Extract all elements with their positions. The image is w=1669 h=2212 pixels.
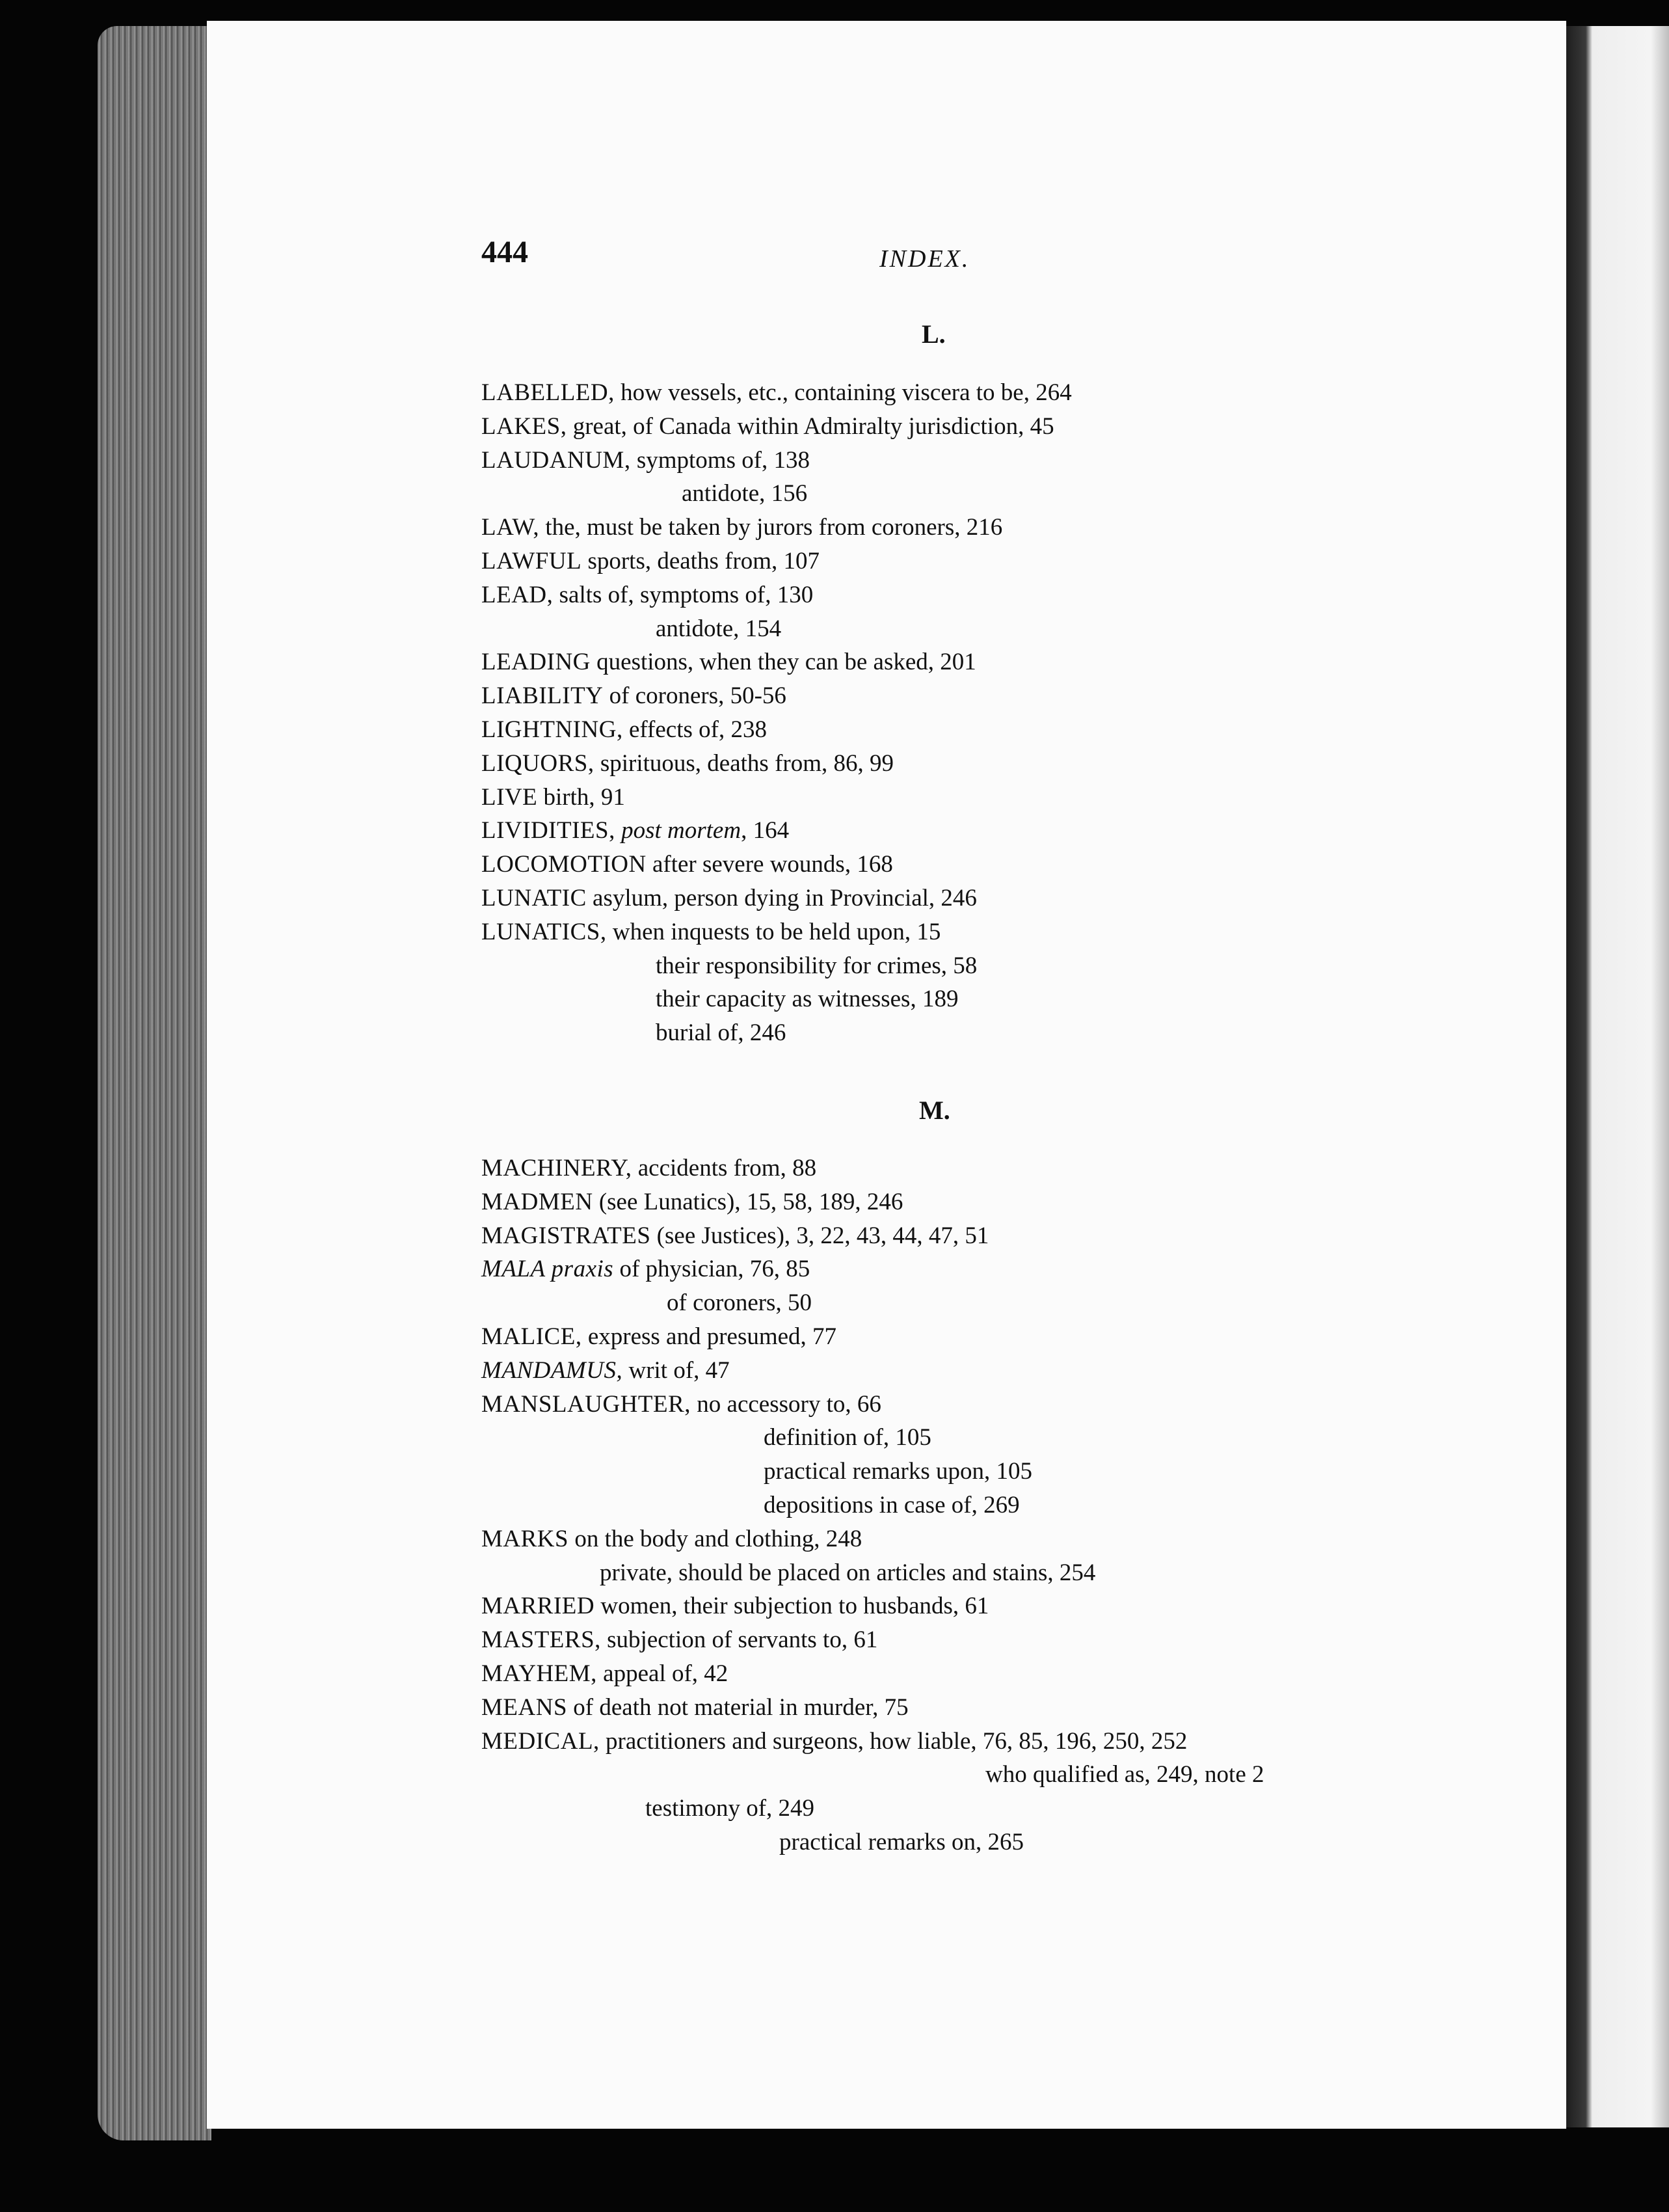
facing-page-edge [1566,26,1669,2127]
index-entry: LIABILITY of coroners, 50-56 [481,682,786,710]
index-entry: MAYHEM, appeal of, 42 [481,1660,728,1687]
index-entry: LIVIDITIES, post mortem, 164 [481,817,790,844]
index-subentry: private, should be placed on articles and stains, 254 [600,1559,1096,1586]
index-entry: MEANS of death not material in murder, 75 [481,1693,909,1721]
index-entry: LIGHTNING, effects of, 238 [481,716,767,743]
index-entry: LOCOMOTION after severe wounds, 168 [481,851,893,878]
index-subentry: their responsibility for crimes, 58 [656,952,978,979]
index-entry: LABELLED, how vessels, etc., containing viscera to be, 264 [481,379,1072,406]
index-subentry: of coroners, 50 [667,1289,812,1317]
index-entry: MASTERS, subjection of servants to, 61 [481,1626,878,1654]
index-entry: LAKES, great, of Canada within Admiralty jurisdiction, 45 [481,412,1054,440]
index-list-m [481,1152,1548,1859]
index-entry: MADMEN (see Lunatics), 15, 58, 189, 246 [481,1188,903,1215]
page-edge-stack [98,26,211,2140]
index-subentry: practical remarks on, 265 [779,1828,1024,1855]
index-entry: MALICE, express and presumed, 77 [481,1323,837,1350]
index-entry: MAGISTRATES (see Justices), 3, 22, 43, 44, 47, 51 [481,1222,989,1249]
index-subentry: their capacity as witnesses, 189 [656,986,959,1013]
index-entry: LIQUORS, spirituous, deaths from, 86, 99 [481,749,894,777]
index-entry: MARKS on the body and clothing, 248 [481,1525,862,1552]
index-subentry: who qualified as, 249, note 2 [985,1761,1264,1788]
index-subentry: definition of, 105 [764,1424,931,1451]
index-entry: MACHINERY, accidents from, 88 [481,1155,817,1181]
index-subentry: antidote, 154 [656,615,782,642]
index-entry: LUNATICS, when inquests to be held upon, 15 [481,918,941,945]
index-entry: LEAD, salts of, symptoms of, 130 [481,581,814,608]
index-subentry: depositions in case of, 269 [764,1491,1020,1518]
index-list-l [481,376,1548,1050]
index-subentry: antidote, 156 [682,480,808,507]
running-title: INDEX. [879,245,970,273]
page-number: 444 [481,235,528,269]
index-entry: MALA praxis of physician, 76, 85 [481,1256,810,1283]
index-subentry: practical remarks upon, 105 [764,1458,1033,1485]
index-entry: LAUDANUM, symptoms of, 138 [481,446,810,474]
index-entry: LAWFUL sports, deaths from, 107 [481,547,820,574]
index-entry: LIVE birth, 91 [481,783,625,811]
index-entry: MARRIED women, their subjection to husbands, 61 [481,1593,989,1620]
index-entry: LUNATIC asylum, person dying in Provincial, 246 [481,884,977,911]
index-subentry: burial of, 246 [656,1019,786,1047]
index-entry: LEADING questions, when they can be asked, 201 [481,649,976,676]
index-entry: MANSLAUGHTER, no accessory to, 66 [481,1390,881,1418]
index-entry: MEDICAL, practitioners and surgeons, how liable, 76, 85, 196, 250, 252 [481,1727,1188,1755]
section-heading-m: M. [919,1096,950,1125]
index-entry: MANDAMUS, writ of, 47 [481,1356,730,1384]
section-heading-l: L. [922,319,946,349]
index-subentry: testimony of, 249 [645,1795,815,1822]
index-entry: LAW, the, must be taken by jurors from coroners, 216 [481,514,1003,541]
